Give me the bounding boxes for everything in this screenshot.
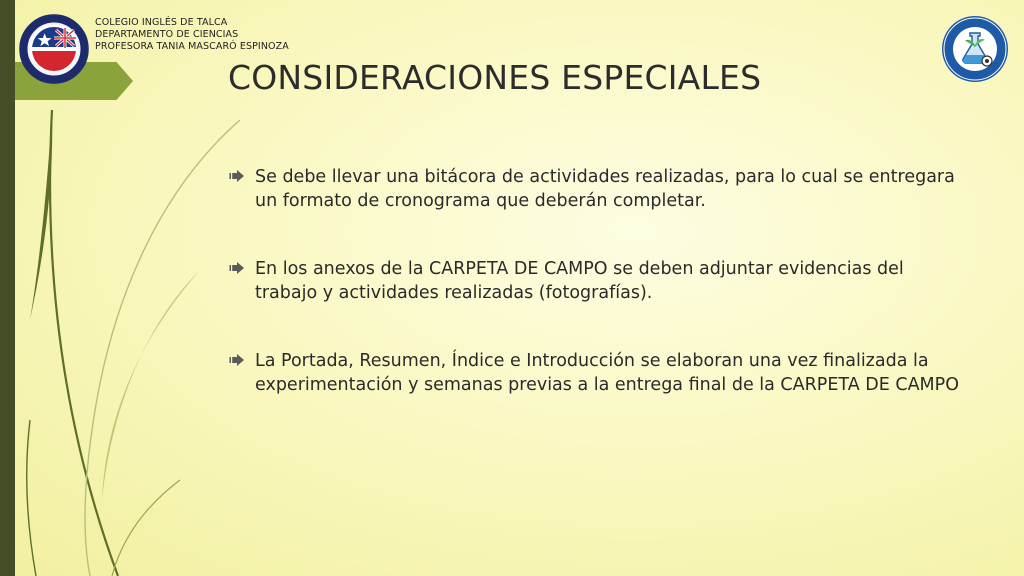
bullet-text: La Portada, Resumen, Índice e Introducción se elaboran una vez finalizada la experimentación y semanas previas a la entrega final de la CARPETA DE CAMPO (255, 351, 959, 395)
science-dept-badge-icon (941, 15, 1009, 83)
list-item (228, 349, 968, 397)
list-item (228, 257, 968, 305)
arrow-bullet-icon (228, 262, 244, 274)
department-name: DEPARTAMENTO DE CIENCIAS (95, 29, 239, 40)
arrow-bullet-icon (228, 354, 244, 366)
school-name: COLEGIO INGLÉS DE TALCA (95, 17, 228, 28)
list-item (228, 165, 968, 213)
bullet-text: Se debe llevar una bitácora de actividades realizadas, para lo cual se entregara un formato de cronograma que deberán completar. (255, 167, 955, 211)
bullet-text: En los anexos de la CARPETA DE CAMPO se deben adjuntar evidencias del trabajo y actividades realizadas (fotografías). (255, 259, 904, 303)
teacher-name: PROFESORA TANIA MASCARÓ ESPINOZA (95, 41, 289, 52)
bullet-list (228, 165, 968, 441)
school-crest-icon (19, 14, 89, 84)
school-header-info (95, 17, 289, 53)
slide-title: CONSIDERACIONES ESPECIALES (228, 58, 762, 97)
arrow-bullet-icon (228, 170, 244, 182)
